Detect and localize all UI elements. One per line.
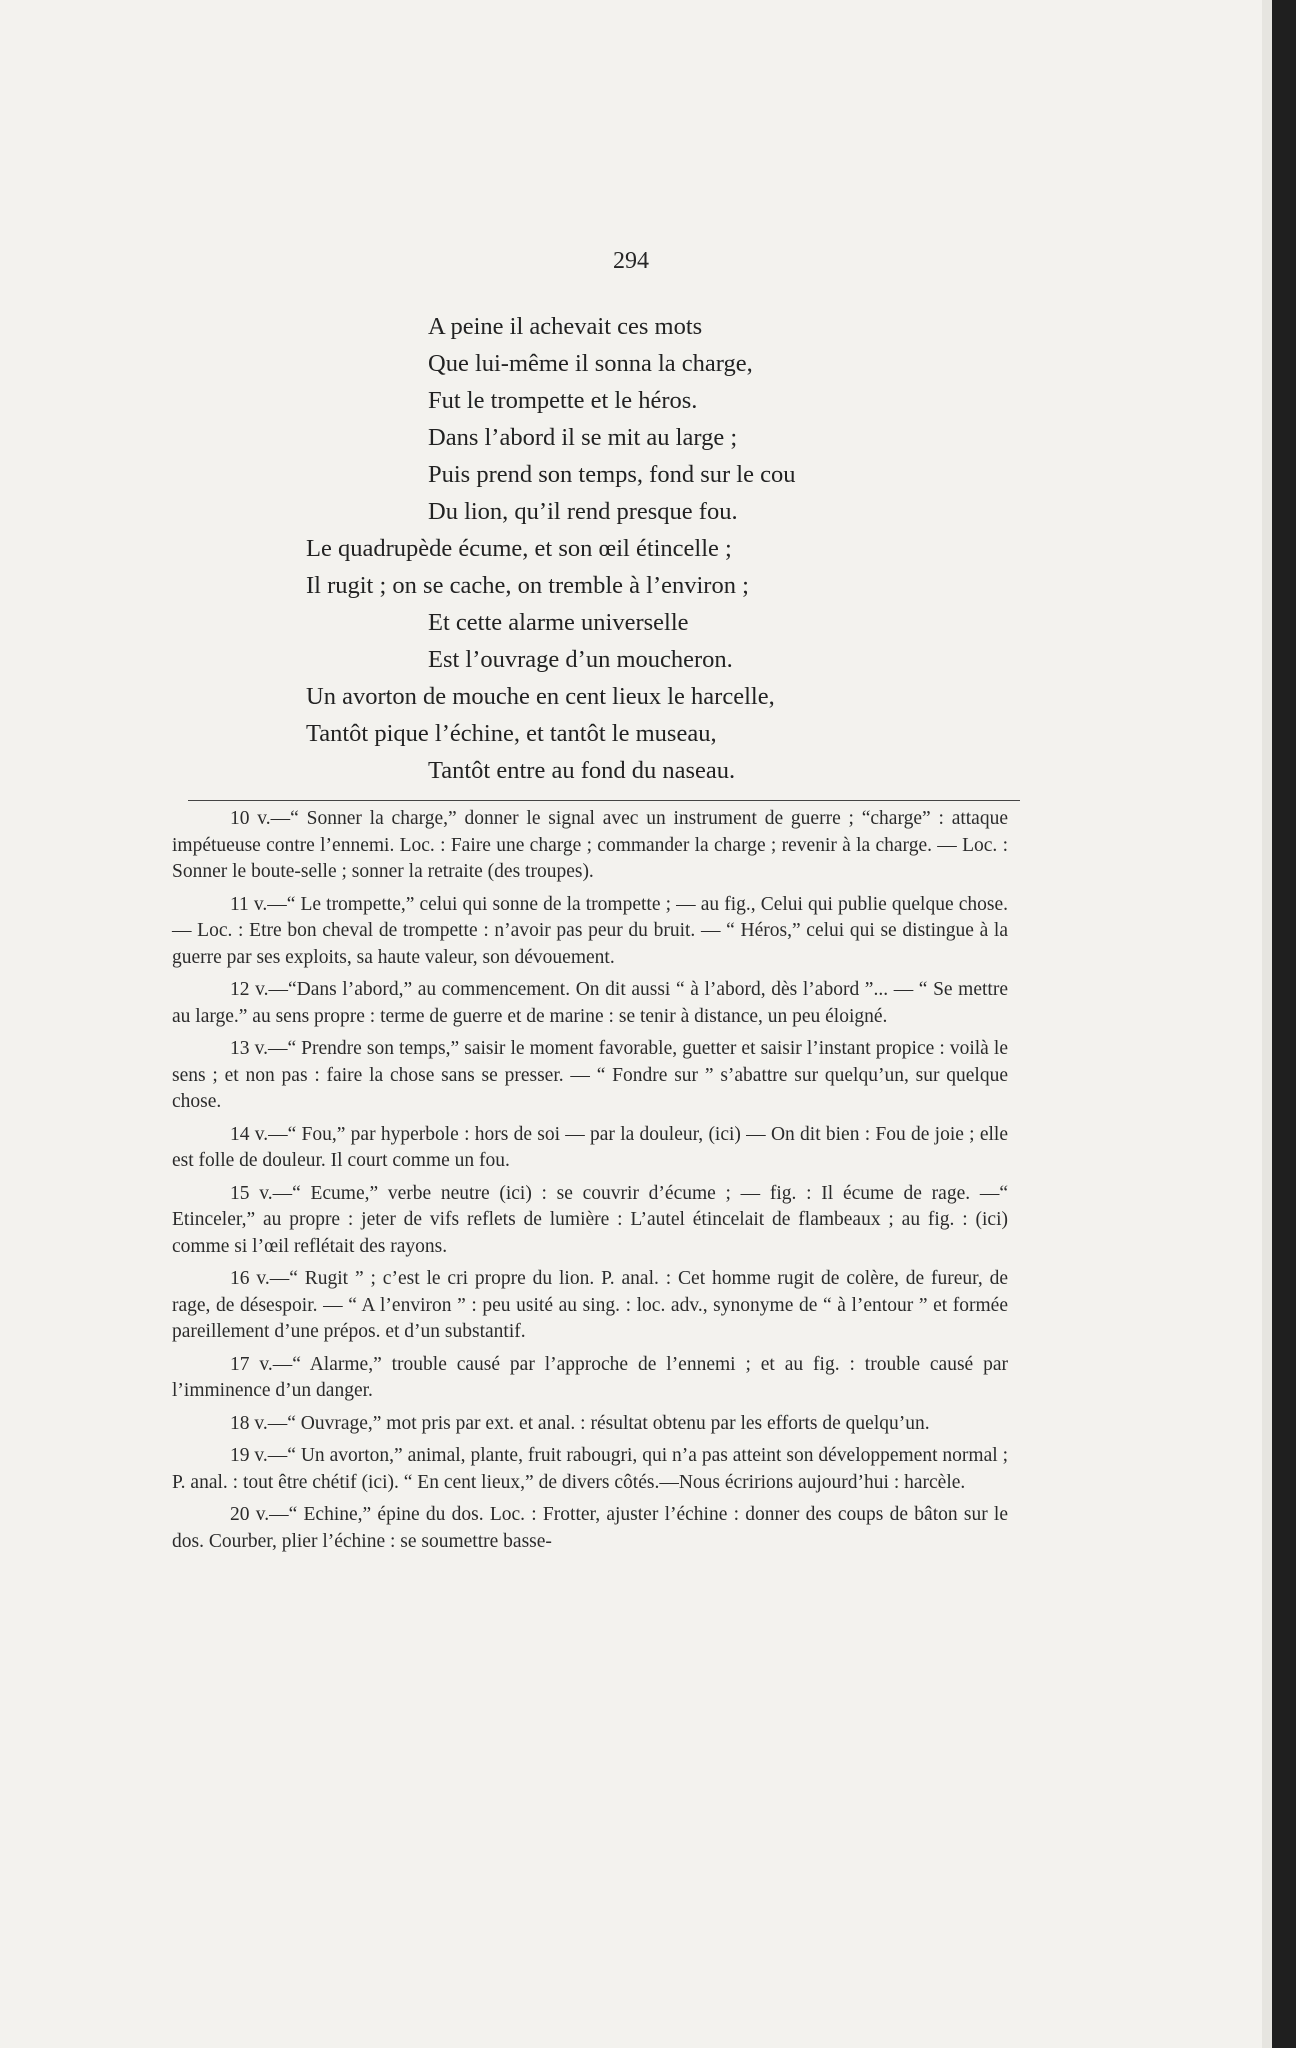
poem-line: Dans l’abord il se mit au large ; (428, 424, 738, 451)
poem-line: Est l’ouvrage d’un moucheron. (428, 646, 733, 673)
poem-line: Et cette alarme universelle (428, 609, 689, 636)
poem-line: Que lui-même il sonna la charge, (428, 350, 753, 377)
poem-line: Tantôt entre au fond du naseau. (428, 757, 736, 784)
poem-line: Tantôt pique l’échine, et tantôt le museau, (306, 720, 717, 747)
poem-line: Il rugit ; on se cache, on tremble à l’environ ; (306, 572, 749, 599)
poem-line: Puis prend son temps, fond sur le cou (428, 461, 796, 488)
footnote: 17 v.—“ Alarme,” trouble causé par l’approche de l’ennemi ; et au fig. : trouble causé par l’imminence d’un danger. (172, 1353, 1008, 1401)
footnote: 18 v.—“ Ouvrage,” mot pris par ext. et anal. : résultat obtenu par les efforts de quelqu’un. (230, 1412, 930, 1434)
footnote-separator (188, 800, 1020, 801)
poem-line: A peine il achevait ces mots (428, 313, 703, 340)
footnote: 12 v.—“Dans l’abord,” au commencement. On dit aussi “ à l’abord, dès l’abord ”... — “ Se mettre au large.” au sens propre : terme de guerre et de marine : se tenir à distance, un peu éloigné. (172, 979, 1008, 1027)
poem-line: Fut le trompette et le héros. (428, 387, 698, 414)
page-number: 294 (613, 248, 649, 274)
poem-line: Le quadrupède écume, et son œil étincelle ; (306, 535, 732, 562)
footnote: 15 v.—“ Ecume,” verbe neutre (ici) : se couvrir d’écume ; — fig. : Il écume de rage. —“ Etinceler,” au propre : jeter de vifs reflets de lumière : L’autel étincelait de flambeaux ; au fig. : (ici) comme si l’œil reflétait des rayons. (172, 1182, 1008, 1257)
footnote: 19 v.—“ Un avorton,” animal, plante, fruit rabougri, qui n’a pas atteint son développement normal ; P. anal. : tout être chétif (ici). “ En cent lieux,” de divers côtés.—Nous écririons aujourd’hui : harcèle. (172, 1445, 1008, 1493)
poem-line: Un avorton de mouche en cent lieux le harcelle, (306, 683, 775, 710)
footnote: 16 v.—“ Rugit ” ; c’est le cri propre du lion. P. anal. : Cet homme rugit de colère, de fureur, de rage, de désespoir. — “ A l’environ ” : peu usité au sing. : loc. adv., synonyme de “ à l’entour ” et formée pareillement d’une prépos. et d’un substantif. (172, 1268, 1008, 1342)
page-edge (1262, 0, 1272, 2048)
footnote: 10 v.—“ Sonner la charge,” donner le signal avec un instrument de guerre ; “charge” : attaque impétueuse contre l’ennemi. Loc. : Faire une charge ; commander la charge ; revenir à la charge. — Loc. : Sonner le boute-selle ; sonner la retraite (des troupes). (172, 808, 1008, 882)
footnote: 11 v.—“ Le trompette,” celui qui sonne de la trompette ; — au fig., Celui qui publie quelque chose. — Loc. : Etre bon cheval de trompette : n’avoir pas peur du bruit. — “ Héros,” celui qui se distingue à la guerre par ses exploits, sa haute valeur, son dévouement. (172, 893, 1008, 968)
poem-line: Du lion, qu’il rend presque fou. (428, 498, 738, 525)
footnotes (172, 806, 1008, 1561)
footnote: 14 v.—“ Fou,” par hyperbole : hors de soi — par la douleur, (ici) — On dit bien : Fou de joie ; elle est folle de douleur. Il court comme un fou. (172, 1123, 1008, 1171)
footnote: 20 v.—“ Echine,” épine du dos. Loc. : Frotter, ajuster l’échine : donner des coups de bâton sur le dos. Courber, plier l’échine : se soumettre basse- (172, 1504, 1008, 1552)
footnote: 13 v.—“ Prendre son temps,” saisir le moment favorable, guetter et saisir l’instant propice : voilà le sens ; et non pas : faire la chose sans se presser. — “ Fondre sur ” s’abattre sur quelqu’un, sur quelque chose. (172, 1038, 1008, 1112)
